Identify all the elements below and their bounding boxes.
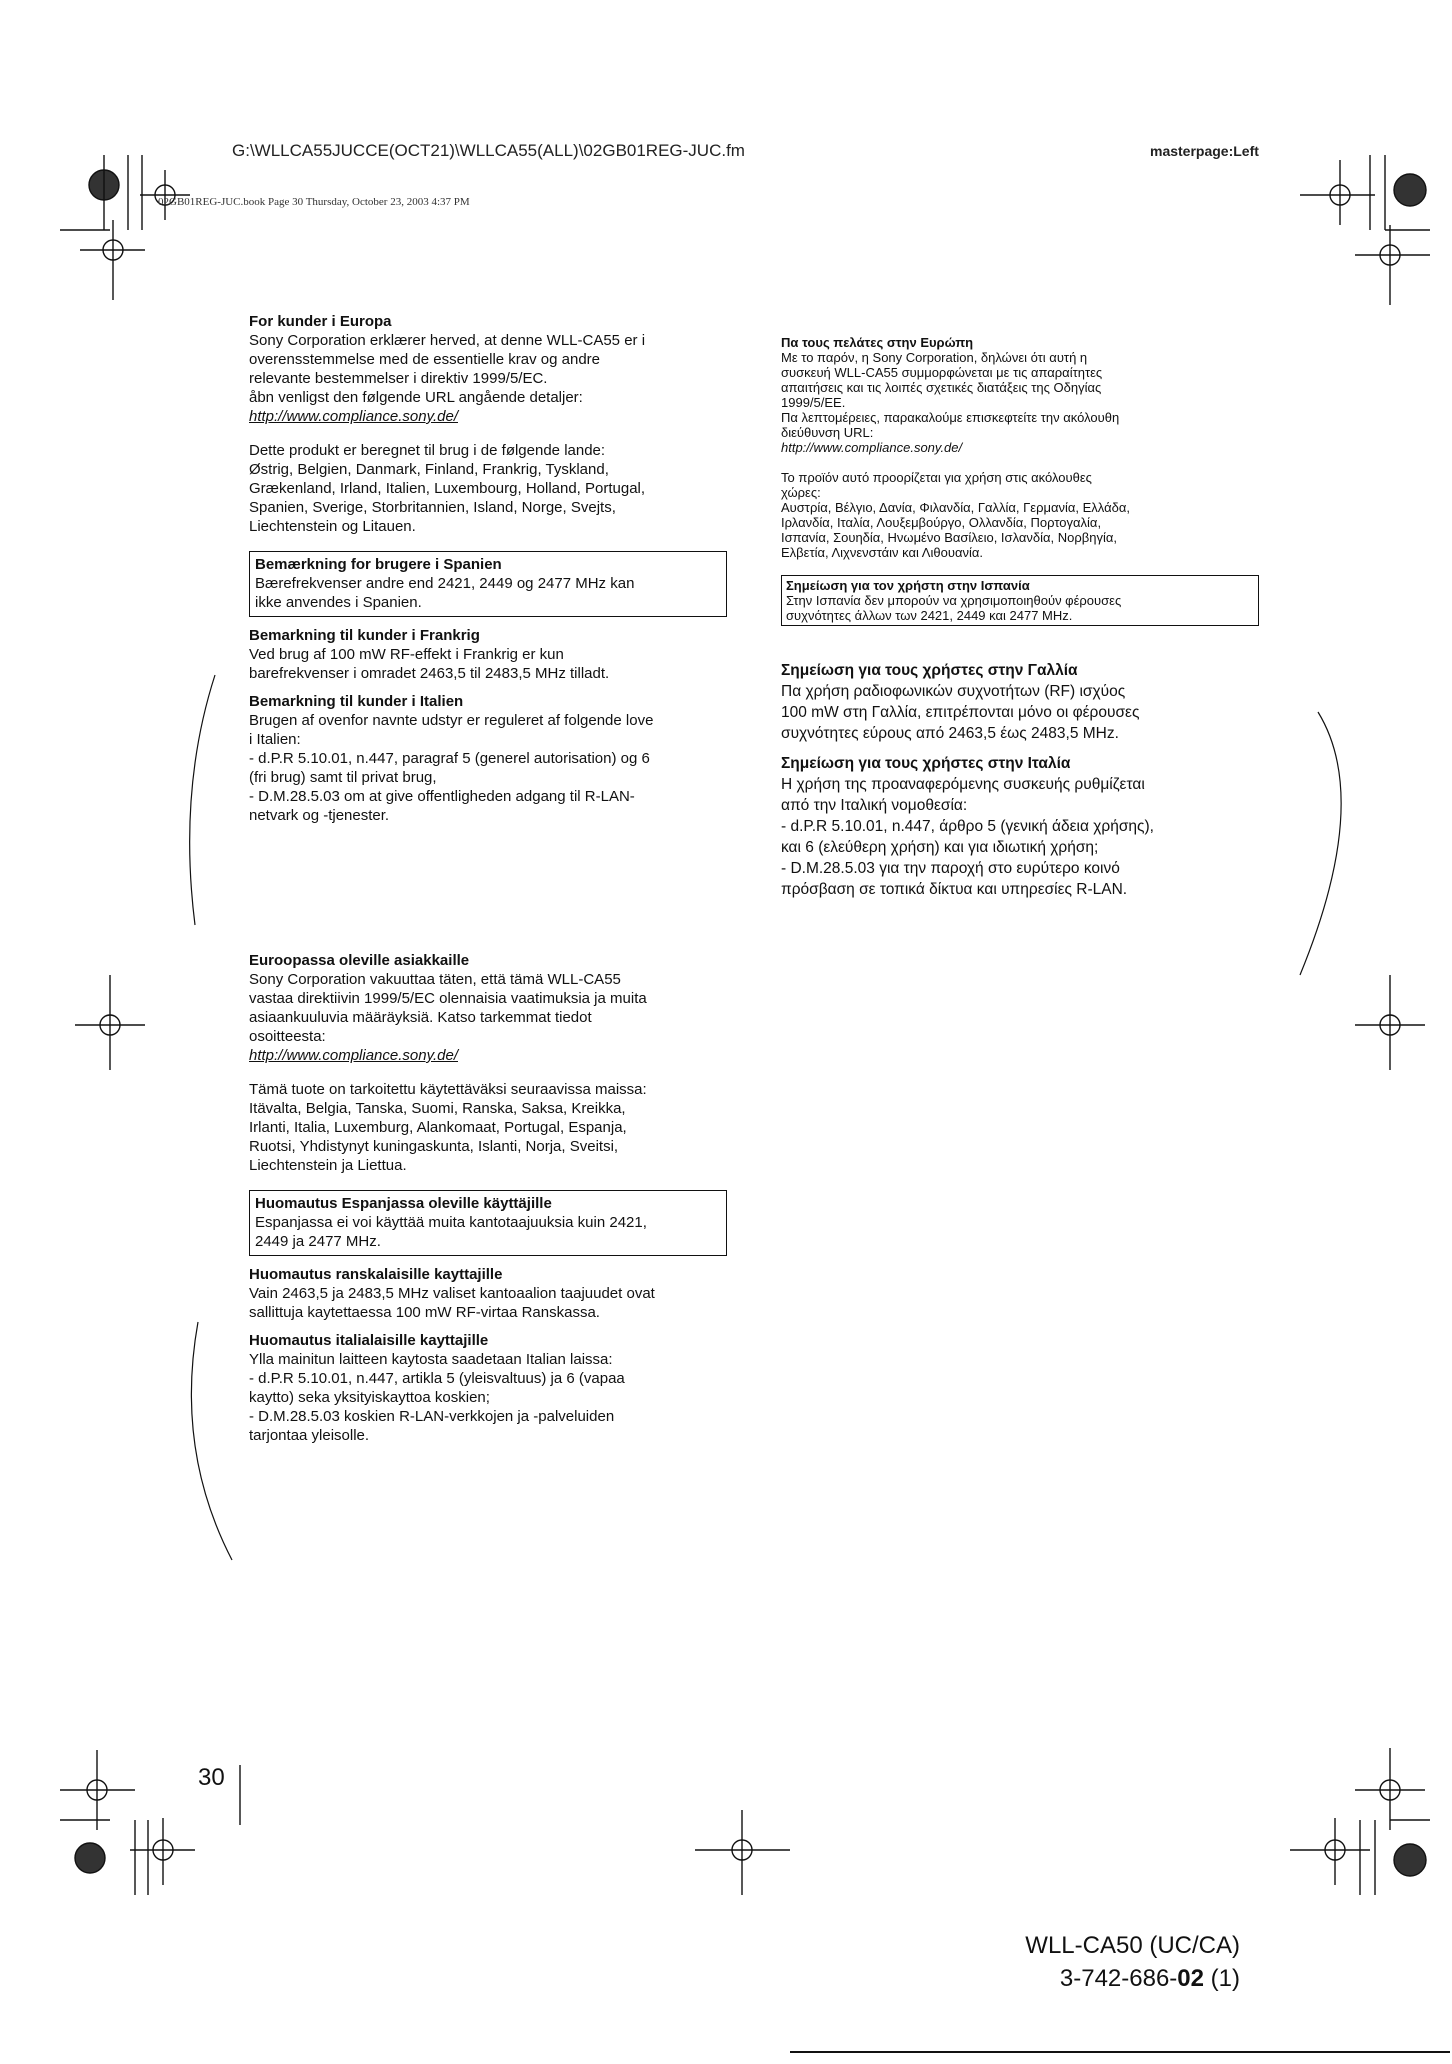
text-line: Στην Ισπανία δεν μπορούν να χρησιμοποιηθούν φέρουσες	[786, 593, 1122, 608]
text-line: - d.P.R 5.10.01, n.447, paragraf 5 (generel autorisation) og 6	[249, 750, 650, 767]
file-path: G:\WLLCA55JUCCE(OCT21)\WLLCA55(ALL)\02GB01REG-JUC.fm	[232, 141, 745, 160]
text-line: από την Ιταλική νομοθεσία:	[781, 797, 968, 814]
text-line: asiaankuuluvia määräyksiä. Katso tarkemmat tiedot	[249, 1009, 592, 1026]
text-line: Espanjassa ei voi käyttää muita kantotaajuuksia kuin 2421,	[255, 1214, 647, 1231]
section-heading: Euroopassa oleville asiakkaille	[249, 952, 470, 969]
text-line: ikke anvendes i Spanien.	[255, 594, 422, 611]
text-line: συχνότητες εύρους από 2463,5 έως 2483,5 MHz.	[781, 725, 1119, 742]
text-line: απαιτήσεις και τις λοιπές σχετικές διατάξεις της Οδηγίας	[781, 380, 1102, 395]
compliance-link[interactable]: http://www.compliance.sony.de/	[781, 440, 963, 455]
box-heading: Huomautus Espanjassa oleville käyttäjille	[255, 1195, 552, 1212]
text-line: Πα χρήση ραδιοφωνικών συχνοτήτων (RF) ισχύος	[781, 683, 1126, 700]
text-line: πρόσβαση σε τοπικά δίκτυα και υπηρεσίες R-LAN.	[781, 881, 1128, 898]
masterpage-label: masterpage:Left	[1150, 143, 1259, 159]
finnish-section	[249, 951, 739, 1445]
text-line: (fri brug) samt til privat brug,	[249, 769, 437, 786]
text-line: Ιρλανδία, Ιταλία, Λουξεμβούργο, Ολλανδία, Πορτογαλία,	[781, 515, 1102, 530]
greek-section	[781, 335, 1266, 900]
text-line: Dette produkt er beregnet til brug i de følgende lande:	[249, 442, 606, 459]
text-line: συχνότητες άλλων των 2421, 2449 και 2477 MHz.	[786, 608, 1073, 623]
text-line: 100 mW στη Γαλλία, επιτρέπονται μόνο οι φέρουσες	[781, 704, 1140, 721]
text-line: Ylla mainitun laitteen kaytosta saadetaan Italian laissa:	[249, 1351, 613, 1368]
part-code: 3-742-686-02 (1)	[1059, 1965, 1240, 1992]
text-line: Η χρήση της προαναφερόμενης συσκευής ρυθμίζεται	[781, 776, 1145, 793]
section-heading: Σημείωση για τους χρήστες στην Ιταλία	[781, 755, 1071, 772]
text-line: Ruotsi, Yhdistynyt kuningaskunta, Islanti, Norja, Sveitsi,	[249, 1138, 619, 1155]
text-line: Liechtenstein og Litauen.	[249, 518, 416, 535]
model-name: WLL-CA50 (UC/CA)	[1025, 1932, 1240, 1959]
text-line: Με το παρόν, η Sony Corporation, δηλώνει ότι αυτή η	[781, 350, 1088, 365]
text-line: - D.M.28.5.03 om at give offentligheden adgang til R-LAN-	[249, 788, 635, 805]
text-line: kaytto) seka yksityiskayttoa koskien;	[249, 1389, 490, 1406]
text-line: διεύθυνση URL:	[781, 425, 874, 440]
text-line: Østrig, Belgien, Danmark, Finland, Frankrig, Tyskland,	[249, 461, 609, 478]
text-line: 2449 ja 2477 MHz.	[255, 1233, 381, 1250]
text-line: Liechtenstein ja Liettua.	[249, 1157, 407, 1174]
spain-notice-box	[249, 1190, 727, 1256]
section-heading: Σημείωση για τους χρήστες στην Γαλλία	[781, 662, 1078, 679]
spain-notice-box	[249, 551, 727, 617]
text-line: Πα λεπτομέρειες, παρακαλούμε επισκεφτείτε την ακόλουθη	[781, 410, 1120, 425]
danish-section	[249, 312, 739, 825]
spain-notice-box	[781, 575, 1259, 626]
text-line: - D.M.28.5.03 koskien R-LAN-verkkojen ja -palveluiden	[249, 1408, 615, 1425]
text-line: 1999/5/EE.	[781, 395, 846, 410]
text-line: åbn venligst den følgende URL angående detaljer:	[249, 389, 583, 406]
text-line: netvark og -tjenester.	[249, 807, 390, 824]
text-line: overensstemmelse med de essentielle krav og andre	[249, 351, 601, 368]
text-line: Itävalta, Belgia, Tanska, Suomi, Ranska, Saksa, Kreikka,	[249, 1100, 626, 1117]
box-heading: Bemærkning for brugere i Spanien	[255, 556, 502, 573]
text-line: Sony Corporation erklærer herved, at denne WLL-CA55 er i	[249, 332, 646, 349]
text-line: sallittuja kaytettaessa 100 mW RF-virtaa Ranskassa.	[249, 1304, 600, 1321]
text-line: - d.P.R 5.10.01, n.447, artikla 5 (yleisvaltuus) ja 6 (vapaa	[249, 1370, 625, 1387]
section-heading: Huomautus ranskalaisille kayttajille	[249, 1266, 503, 1283]
text-line: relevante bestemmelser i direktiv 1999/5/EC.	[249, 370, 548, 387]
text-line: χώρες:	[781, 485, 821, 500]
text-line: Grækenland, Irland, Italien, Luxembourg, Holland, Portugal,	[249, 480, 646, 497]
section-heading: Bemarkning til kunder i Italien	[249, 693, 464, 710]
text-line: Bærefrekvenser andre end 2421, 2449 og 2477 MHz kan	[255, 575, 635, 592]
text-line: Tämä tuote on tarkoitettu käytettäväksi seuraavissa maissa:	[249, 1081, 647, 1098]
text-line: i Italien:	[249, 731, 301, 748]
text-line: Αυστρία, Βέλγιο, Δανία, Φιλανδία, Γαλλία, Γερμανία, Ελλάδα,	[781, 500, 1130, 515]
section-heading: For kunder i Europa	[249, 313, 392, 330]
text-line: Vain 2463,5 ja 2483,5 MHz valiset kantoaalion taajuudet ovat	[249, 1285, 655, 1302]
section-heading: Πα τους πελάτες στην Ευρώπη	[781, 335, 974, 350]
box-heading: Σημείωση για τον χρήστη στην Ισπανία	[786, 578, 1030, 593]
text-line: tarjontaa yleisolle.	[249, 1427, 370, 1444]
text-line: - d.P.R 5.10.01, n.447, άρθρο 5 (γενική άδεια χρήσης),	[781, 818, 1154, 835]
section-heading: Bemarkning til kunder i Frankrig	[249, 627, 480, 644]
text-line: Brugen af ovenfor navnte udstyr er reguleret af folgende love	[249, 712, 654, 729]
compliance-link[interactable]: http://www.compliance.sony.de/	[249, 408, 458, 425]
text-line: Ved brug af 100 mW RF-effekt i Frankrig er kun	[249, 646, 564, 663]
text-line: Το προϊόν αυτό προορίζεται για χρήση στις ακόλουθες	[781, 470, 1092, 485]
text-line: και 6 (ελεύθερη χρήση) και για ιδιωτική χρήση;	[781, 839, 1099, 856]
text-line: Irlanti, Italia, Luxemburg, Alankomaat, Portugal, Espanja,	[249, 1119, 627, 1136]
text-line: Ισπανία, Σουηδία, Ηνωμένο Βασίλειο, Ισλανδία, Νορβηγία,	[781, 530, 1117, 545]
text-line: Ελβετία, Λιχνενστάιν και Λιθουανία.	[781, 545, 983, 560]
text-line: Spanien, Sverige, Storbritannien, Island, Norge, Svejts,	[249, 499, 616, 516]
section-heading: Huomautus italialaisille kayttajille	[249, 1332, 489, 1349]
text-line: barefrekvenser i omradet 2463,5 til 2483,5 MHz tilladt.	[249, 665, 610, 682]
book-info: 02GB01REG-JUC.book Page 30 Thursday, October 23, 2003 4:37 PM	[158, 196, 470, 208]
compliance-link[interactable]: http://www.compliance.sony.de/	[249, 1047, 458, 1064]
page-number: 30	[198, 1764, 225, 1791]
text-line: συσκευή WLL-CA55 συμμορφώνεται με τις απαραίτητες	[781, 365, 1103, 380]
text-line: - D.M.28.5.03 για την παροχή στο ευρύτερο κοινό	[781, 860, 1120, 877]
text-line: osoitteesta:	[249, 1028, 326, 1045]
text-line: Sony Corporation vakuuttaa täten, että tämä WLL-CA55	[249, 971, 621, 988]
text-line: vastaa direktiivin 1999/5/EC olennaisia vaatimuksia ja muita	[249, 990, 647, 1007]
